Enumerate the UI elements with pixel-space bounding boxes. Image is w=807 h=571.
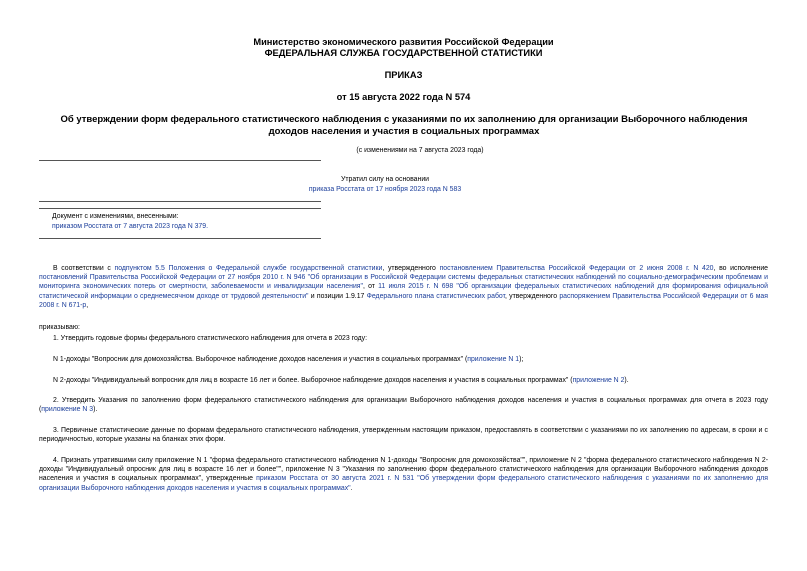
decree-698-link[interactable]: 11 июля 2015 г. N 698 "Об организации федеральных статистических наблюдений для формирования официальной статистической информации о среднемесячном доходе от трудовой деятельности": [39, 283, 768, 300]
doc-date-number: от 15 августа 2022 года N 574: [336, 92, 471, 102]
doc-title: Об утверждении форм федерального статистического наблюдения с указаниями по их заполнению для организации Выборочного наблюдения доходов населения и участия в социальных программах: [60, 114, 748, 137]
decree-946-link[interactable]: постановлений Правительства Российской Федерации от 27 ноября 2010 г. N 946 "Об организации в Российской Федерации системы федеральных статистических наблюдений по социально-демографическим проблемам и мониторинга экономических потерь от смертности, заболеваемости и инвалидизации населения": [39, 274, 768, 291]
repeal-order-link[interactable]: приказа Росстата от 17 ноября 2023 года N 583: [308, 186, 462, 193]
appendix-2-link[interactable]: приложение N 2: [572, 377, 625, 384]
item-3: 3. Первичные статистические данные по формам федерального статистического наблюдения, утвержденным настоящим приказом, предоставлять в соответствии с указаниями по их заполнению по адресам, в сроки и с периодичностью, которые указаны на бланках этих форм.: [39, 427, 768, 444]
regulation-link[interactable]: подпунктом 5.5 Положения о Федеральной службе государственной статистики: [114, 265, 383, 272]
status-link-wrap: [300, 185, 470, 194]
item-4: 4. Признать утратившими силу приложение N 1 "форма федерального статистического наблюдения N 1-доходы "Вопросник для домохозяйства"", приложение N 2 "форма федерального статистического наблюдения N 2-доходы "Индивидуальный опросник для лиц в возрасте 16 лет и более"", приложение N 3 "Указания по заполнению форм федерального статистического наблюдения для организации Выборочного наблюдения доходов населения и участия в социальных программах", утвержденные приказом Росстата от 30 августа 2021 г. N 531 "Об утверждении форм федерального статистического наблюдения с указаниями по их заполнению для организации Выборочного наблюдения доходов населения и участия в социальных программах".: [39, 457, 768, 492]
amendment-note: (с изменениями на 7 августа 2023 года): [356, 147, 484, 154]
form-2: N 2-доходы "Индивидуальный вопросник для лиц в возрасте 16 лет и более. Выборочное наблюдение доходов населения и участия в социальных программах" (приложение N 2).: [53, 377, 629, 384]
government-decree-link[interactable]: постановлением Правительства Российской Федерации от 2 июня 2008 г. N 420: [439, 265, 714, 272]
divider: [39, 208, 321, 209]
agency-name: ФЕДЕРАЛЬНАЯ СЛУЖБА ГОСУДАРСТВЕННОЙ СТАТИСТИКИ: [264, 48, 543, 58]
form-1: N 1-доходы "Вопросник для домохозяйства. Выборочное наблюдение доходов населения и участия в социальных программах" (приложение N 1);: [53, 356, 524, 363]
appendix-3-link[interactable]: приложение N 3: [41, 406, 94, 414]
order-531-link[interactable]: приказом Росстата от 30 августа 2021 г. N 531 "Об утверждении форм федерального статистического наблюдения с указаниями по их заполнению для организации Выборочного наблюдения доходов населения и участия в социальных программах": [39, 475, 768, 492]
item-1: 1. Утвердить годовые формы федерального статистического наблюдения для отчета в 2023 году:: [53, 335, 368, 342]
item-2: 2. Утвердить Указания по заполнению форм федерального статистического наблюдения для организации Выборочного наблюдения доходов населения и участия в социальных программах для отчета в 2023 году (приложение N 3).: [39, 397, 768, 414]
preamble: В соответствии с подпунктом 5.5 Положения о Федеральной службе государственной статистики, утвержденного постановлением Правительства Российской Федерации от 2 июня 2008 г. N 420, во исполнение постановлений Правительства Российской Федерации от 27 ноября 2010 г. N 946 "Об организации в Российской Федерации системы федеральных статистических наблюдений по социально-демографическим проблемам и мониторинга экономических потерь от смертности, заболеваемости и инвалидизации населения", от 11 июля 2015 г. N 698 "Об организации федеральных статистических наблюдений для формирования официальной статистической информации о среднемесячном доходе от трудовой деятельности" и позиции 1.9.17 Федерального плана статистических работ, утвержденного распоряжением Правительства Российской Федерации от 6 мая 2008 г. N 671-р,: [39, 265, 769, 309]
divider: [39, 238, 321, 239]
divider: [39, 160, 321, 161]
order-671-link[interactable]: распоряжением Правительства Российской Федерации от 6 мая 2008 г. N 671-р: [39, 292, 768, 309]
appendix-1-link[interactable]: приложение N 1: [467, 356, 520, 363]
amending-order-link[interactable]: приказом Росстата от 7 августа 2023 года N 379.: [52, 223, 208, 230]
changes-text: Документ с изменениями, внесенными:: [52, 213, 179, 220]
changes-link-wrap: [52, 222, 312, 231]
ministry-name: Министерство экономического развития Российской Федерации: [253, 37, 554, 47]
status-text: Утратил силу на основании: [340, 176, 430, 183]
federal-plan-link[interactable]: Федерального плана статистических работ: [366, 292, 505, 300]
divider: [39, 201, 321, 202]
doc-type: ПРИКАЗ: [384, 70, 423, 80]
order-word: приказываю:: [39, 324, 80, 331]
